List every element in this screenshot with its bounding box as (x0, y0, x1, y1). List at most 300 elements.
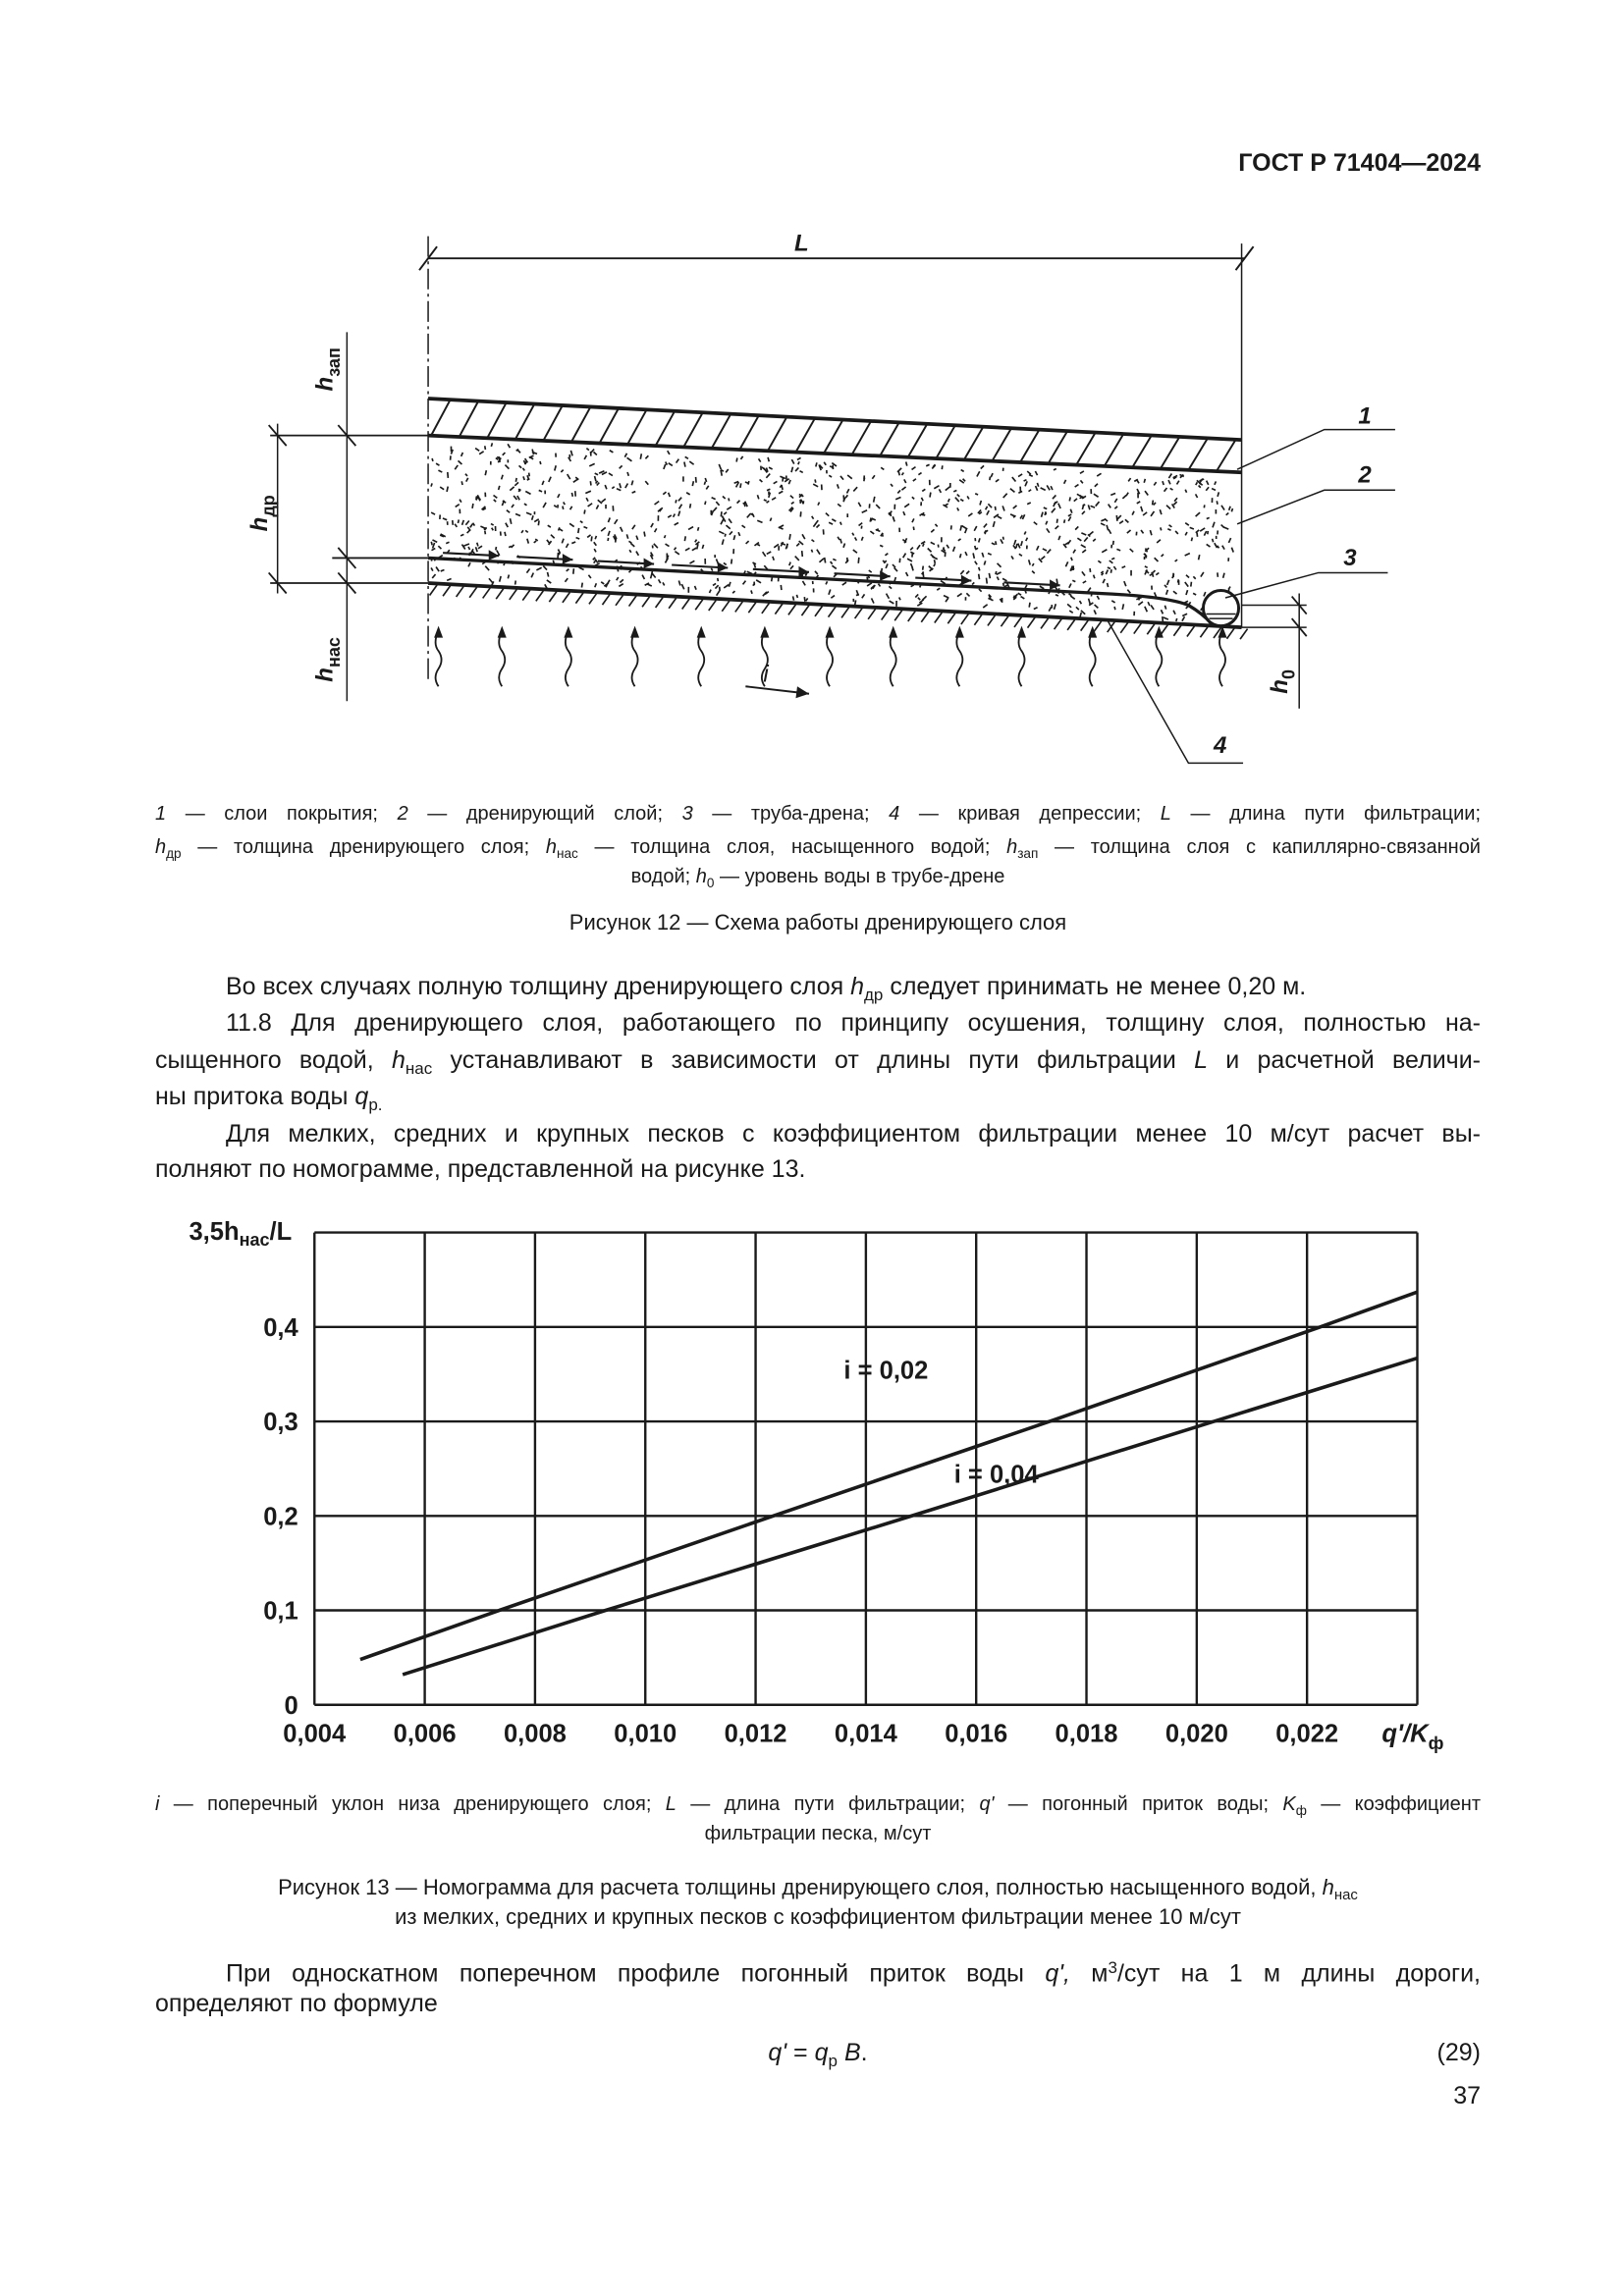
sand-grain (1022, 514, 1024, 519)
sand-grain (751, 590, 752, 593)
sand-grain (436, 463, 439, 465)
capillary-arrow (698, 630, 704, 686)
sand-grain (1047, 550, 1051, 554)
sand-grain (1080, 480, 1082, 483)
sand-grain (698, 527, 699, 531)
sand-grain (1114, 499, 1116, 503)
sand-grain (1067, 604, 1071, 607)
series-label: i = 0,04 (953, 1461, 1039, 1489)
flow-arrow-head (718, 561, 729, 572)
text-run: K (1282, 1793, 1296, 1815)
sand-grain (910, 548, 913, 551)
sand-grain (913, 479, 916, 481)
sand-grain (540, 461, 541, 464)
ground-hatch (1094, 621, 1102, 632)
sand-grain (580, 521, 583, 523)
sand-grain (874, 497, 875, 503)
sand-grain (793, 596, 794, 600)
sand-grain (478, 546, 482, 549)
sand-grain (571, 493, 572, 497)
sand-grain (1199, 555, 1200, 560)
sand-grain (534, 541, 537, 543)
text-run: — кривая депрессии; (899, 803, 1161, 825)
ground-hatch (496, 589, 504, 600)
sand-grain (1185, 523, 1189, 525)
flow-arrow-head (798, 566, 809, 577)
sand-grain (893, 516, 894, 521)
sand-grain (1110, 493, 1115, 495)
text-run: 1 (155, 803, 167, 825)
ground-hatch (882, 610, 890, 620)
text-run: L (665, 1793, 677, 1815)
sand-grain (1106, 570, 1108, 574)
sand-grain (485, 470, 486, 475)
sand-grain (1223, 527, 1228, 529)
sand-grain (840, 539, 841, 544)
drainage-layer-diagram (269, 237, 1395, 764)
sand-grain (1043, 549, 1047, 551)
sand-grain (906, 572, 908, 576)
sand-grain (663, 492, 666, 495)
sand-grain (1021, 597, 1025, 599)
sand-grain (659, 579, 661, 583)
flow-arrows (443, 550, 1060, 590)
sand-grain (1003, 585, 1008, 587)
text-run: h (1006, 836, 1018, 858)
sand-grain (601, 582, 604, 584)
sand-grain (724, 512, 727, 514)
sand-grain (934, 560, 935, 563)
sand-grain (815, 571, 818, 574)
sand-grain (1110, 561, 1113, 563)
sand-grain (1122, 604, 1123, 610)
sand-grain (632, 492, 636, 494)
text-run: L (1160, 803, 1171, 825)
sand-grain (1096, 502, 1100, 506)
sand-grain (1170, 488, 1173, 490)
sand-grain (669, 463, 673, 466)
flow-arrow-head (644, 559, 655, 569)
sand-grain (838, 504, 840, 507)
sand-grain (612, 487, 614, 489)
sand-grain (889, 586, 892, 588)
paragraph-line (155, 1045, 1481, 1084)
sand-grain (815, 479, 816, 482)
ground-hatch (709, 600, 717, 611)
sand-grain (1201, 572, 1204, 577)
sand-grain (1018, 544, 1020, 549)
sand-grain (1024, 531, 1025, 534)
ground-hatch (430, 585, 438, 596)
subscript: нас (1333, 1887, 1358, 1904)
sand-grain (861, 537, 862, 541)
sand-grain (855, 537, 857, 540)
sand-grain (724, 562, 727, 564)
sand-grain (475, 449, 479, 452)
label-L: L (793, 230, 809, 257)
sand-grain (782, 485, 783, 490)
x-tick-label: 0,022 (1275, 1720, 1339, 1748)
text-run: q (814, 2039, 829, 2066)
sand-grain (1204, 531, 1206, 535)
ground-hatch (762, 603, 770, 614)
sand-grain (455, 465, 458, 469)
ground-hatch (642, 597, 650, 608)
sand-grain (1053, 495, 1056, 499)
sand-grain (824, 462, 826, 465)
sand-grain (917, 545, 920, 549)
text-run: м (1069, 1959, 1109, 1988)
sand-grain (620, 465, 623, 468)
sand-grain (1070, 596, 1074, 599)
sand-grain (476, 495, 478, 500)
sand-grain (503, 453, 506, 455)
sand-grain (1185, 554, 1190, 556)
sand-grain (982, 553, 983, 558)
sand-grain (987, 510, 989, 515)
sand-grain (723, 497, 726, 500)
ground-hatch (1200, 627, 1208, 638)
sand-grain (955, 498, 959, 502)
hatch-line (1076, 433, 1096, 465)
sand-grain (904, 504, 909, 507)
sand-grain (897, 468, 901, 472)
sand-grain (1193, 576, 1195, 578)
ground-hatch (575, 593, 583, 604)
sand-grain (522, 468, 524, 471)
y-tick-label: 0,1 (263, 1597, 298, 1626)
sand-grain (443, 518, 447, 520)
sand-grain (858, 503, 860, 507)
ground-hatch (801, 606, 809, 616)
sand-grain (538, 520, 539, 525)
sand-grain (475, 547, 477, 552)
sand-grain (448, 472, 449, 478)
sand-grain (987, 578, 988, 584)
sand-grain (736, 458, 737, 462)
sand-grain (594, 542, 597, 546)
sand-grain (838, 537, 839, 540)
sand-grain (923, 566, 924, 570)
capillary-arrow (1156, 630, 1162, 686)
sand-grain (1116, 549, 1120, 550)
hatch-line (768, 417, 787, 452)
sand-grain (1081, 533, 1086, 535)
sand-grain (458, 519, 459, 522)
paragraph-line (155, 972, 1481, 1010)
sand-grain (1164, 585, 1166, 587)
sand-grain (1003, 537, 1004, 540)
text-run: . (860, 2039, 868, 2066)
sand-grain (922, 514, 925, 515)
sand-grain (1056, 519, 1057, 523)
capillary-arrow (1219, 630, 1225, 686)
text-run: q', (1045, 1959, 1070, 1988)
sand-grain (514, 482, 518, 485)
hatch-line (656, 411, 676, 446)
sand-grain (1042, 512, 1044, 517)
sand-grain (515, 581, 516, 585)
sand-grain (1113, 541, 1114, 545)
hatch-line (431, 400, 451, 436)
sand-grain (789, 534, 790, 540)
text-run: h (695, 866, 707, 887)
sand-grain (551, 535, 555, 539)
text-run: определяют по формуле (155, 1990, 438, 2017)
ground-hatch (1055, 619, 1062, 630)
sand-grain (594, 452, 597, 454)
sand-grain (529, 473, 530, 477)
sand-grain (619, 584, 623, 587)
text-run: — поперечный уклон низа дренирующего слоя; (159, 1793, 666, 1815)
sand-grain (1145, 491, 1148, 495)
sand-grain (721, 519, 724, 524)
sand-grain (812, 540, 815, 542)
sand-grain (944, 596, 948, 598)
sand-grain (1127, 590, 1130, 594)
sand-grain (1018, 492, 1022, 494)
sand-grain (1163, 616, 1164, 621)
sand-grain (1055, 604, 1056, 610)
text-run: h (391, 1046, 406, 1074)
sand-grain (1054, 468, 1056, 469)
sand-grain (1141, 507, 1143, 511)
ground-hatch (1147, 624, 1155, 635)
sand-grain (461, 481, 462, 485)
sand-grain (797, 457, 801, 459)
sand-grain (766, 474, 770, 478)
sand-grain (526, 568, 529, 572)
sand-grain (1144, 554, 1147, 557)
sand-grain (1141, 530, 1144, 533)
sand-grain (684, 536, 685, 541)
sand-grain (716, 502, 719, 506)
sand-grain (911, 585, 914, 587)
sand-grain (1228, 587, 1230, 590)
sand-grain (1213, 539, 1214, 543)
sand-grain (946, 598, 948, 602)
sand-grain (923, 544, 924, 547)
sand-grain (767, 552, 771, 554)
capillary-arrows (434, 626, 1226, 687)
text-run: полняют по номограмме, представленной на рисунке 13. (155, 1155, 806, 1183)
sand-grain (1143, 512, 1147, 515)
sand-grain (988, 504, 992, 507)
sand-grain (989, 573, 990, 578)
sand-grain (456, 505, 460, 507)
sand-grain (1177, 481, 1179, 485)
sand-grain (1109, 505, 1111, 508)
sand-grain (692, 548, 697, 551)
sand-grain (587, 535, 590, 537)
sand-grain (998, 563, 1001, 567)
sand-grain (517, 496, 519, 500)
label-h-zap: $h_{зап}$ (311, 347, 344, 392)
sand-grain (879, 584, 881, 587)
sand-grain (524, 504, 527, 506)
sand-grain (869, 570, 872, 572)
sand-grain (655, 528, 657, 532)
sand-grain (1074, 499, 1077, 502)
sand-grain (468, 547, 469, 550)
sand-grain (515, 513, 520, 515)
sand-grain (1229, 507, 1230, 510)
sand-grain (1103, 579, 1105, 583)
sand-grain (485, 446, 486, 450)
sand-grain (979, 538, 980, 542)
sand-grain (447, 579, 451, 581)
sand-grain (589, 463, 594, 465)
sand-grain (1160, 509, 1162, 514)
ground-hatch (1187, 626, 1195, 637)
sand-grain (1072, 580, 1075, 581)
sand-grain (1064, 519, 1065, 522)
sand-grain (536, 567, 541, 570)
sand-grain (721, 511, 722, 516)
capillary-arrow (499, 630, 505, 686)
sand-grain (1207, 517, 1210, 518)
text-run: следует принимать не менее 0,20 м. (883, 973, 1307, 1000)
text-run: — толщина слоя, насыщенного водой; (577, 836, 1007, 858)
sand-grain (901, 487, 905, 490)
sand-grain (676, 500, 677, 503)
sand-grain (1101, 519, 1105, 521)
y-tick-label: 0,2 (263, 1503, 298, 1531)
sand-grain (1065, 561, 1067, 566)
text-run: Рисунок 12 — Схема работы дренирующего слоя (568, 910, 1067, 934)
sand-grain (1077, 538, 1081, 541)
sand-grain (995, 507, 996, 510)
sand-grain (590, 481, 591, 485)
sand-grain (1215, 543, 1218, 548)
text-run: — дренирующий слой; (407, 803, 682, 825)
sand-grain (710, 590, 712, 593)
text-run: — труба-дрена; (692, 803, 890, 825)
sand-grain (569, 523, 574, 526)
sand-grain (1069, 611, 1072, 613)
sand-grain (838, 484, 839, 488)
x-tick-label: 0,012 (724, 1720, 787, 1748)
sand-grain (901, 472, 903, 474)
sand-grain (1175, 560, 1177, 561)
sand-grain (972, 582, 974, 584)
dimension-ticks (269, 425, 356, 593)
sand-grain (843, 544, 845, 548)
sand-grain (596, 506, 598, 509)
sand-grain (1126, 493, 1128, 496)
sand-grain (1154, 482, 1156, 485)
sand-grain (840, 476, 843, 480)
sand-grain (779, 527, 783, 529)
ground-hatch (1081, 620, 1089, 631)
sand-grain (570, 451, 572, 456)
ground-hatch (510, 589, 517, 600)
paragraph-line (155, 1082, 1481, 1120)
sand-grain (1185, 532, 1187, 535)
ground-hatch (469, 587, 477, 598)
sand-grain (1054, 502, 1057, 505)
sand-grain (607, 580, 610, 585)
sand-grain (1193, 593, 1196, 595)
sand-grain (1058, 536, 1060, 540)
text-run: — толщина дренирующего слоя; (181, 836, 546, 858)
sand-grain (625, 483, 628, 488)
sand-grain (915, 594, 918, 597)
label-h-nas: $h_{нас}$ (311, 637, 344, 682)
sand-grain (877, 530, 881, 532)
text-run: фильтрации песка, м/сут (704, 1823, 932, 1844)
sand-grain (968, 513, 972, 516)
sand-grain (1056, 526, 1059, 529)
page-number: 37 (1453, 2082, 1481, 2109)
superscript: 3 (1108, 1958, 1117, 1977)
sand-grain (555, 465, 556, 470)
sand-grain (473, 523, 475, 526)
sand-grain (598, 500, 602, 504)
sand-grain (631, 481, 632, 486)
flow-arrow-head (563, 554, 573, 564)
sand-grain (514, 496, 516, 500)
sand-grain (963, 479, 966, 482)
text-run: — уровень воды в трубе-дрене (714, 866, 1005, 887)
sand-grain (1168, 480, 1170, 484)
ground-hatch (735, 602, 743, 613)
sand-grain (1127, 530, 1131, 533)
sand-grain (447, 487, 448, 492)
sand-grain (1213, 522, 1215, 528)
sand-grain (1002, 578, 1006, 581)
sand-grain (847, 475, 852, 479)
sand-grain (678, 498, 681, 502)
sand-grain (725, 534, 726, 537)
sand-grain (855, 600, 856, 605)
sand-grain (1097, 473, 1101, 476)
x-tick-label: 0,016 (945, 1720, 1008, 1748)
text-run: ны притока воды (155, 1083, 355, 1110)
sand-grain (463, 544, 469, 546)
sand-grain (432, 458, 433, 461)
ground-hatch (748, 603, 756, 614)
subscript: др (166, 845, 182, 861)
sand-grain (726, 469, 729, 472)
sand-grain (947, 545, 948, 549)
sand-grain (1199, 486, 1201, 488)
sand-grain (517, 450, 520, 453)
sand-grain (1145, 607, 1147, 612)
hatch-line (936, 425, 955, 458)
formula-number: (29) (1436, 2039, 1481, 2066)
sand-grain (992, 543, 996, 545)
sand-grain (472, 551, 474, 554)
sand-grain (1080, 613, 1081, 617)
sand-grain (890, 601, 894, 604)
ground-hatch (935, 613, 943, 623)
sand-grain (1167, 529, 1170, 530)
sand-grain (852, 533, 854, 536)
sand-grain (1161, 610, 1163, 614)
sand-grain (1029, 475, 1033, 477)
sand-grain (845, 560, 848, 562)
sand-grain (1056, 595, 1058, 596)
text-run: — длина пути фильтрации; (1170, 803, 1482, 825)
sand-grain (833, 559, 836, 560)
sand-grain (532, 515, 533, 520)
hatch-line (795, 418, 815, 453)
sand-grain (811, 550, 812, 553)
nomogram-chart (189, 1218, 1443, 1753)
sand-grain (926, 464, 929, 466)
sand-grain (1021, 541, 1022, 546)
